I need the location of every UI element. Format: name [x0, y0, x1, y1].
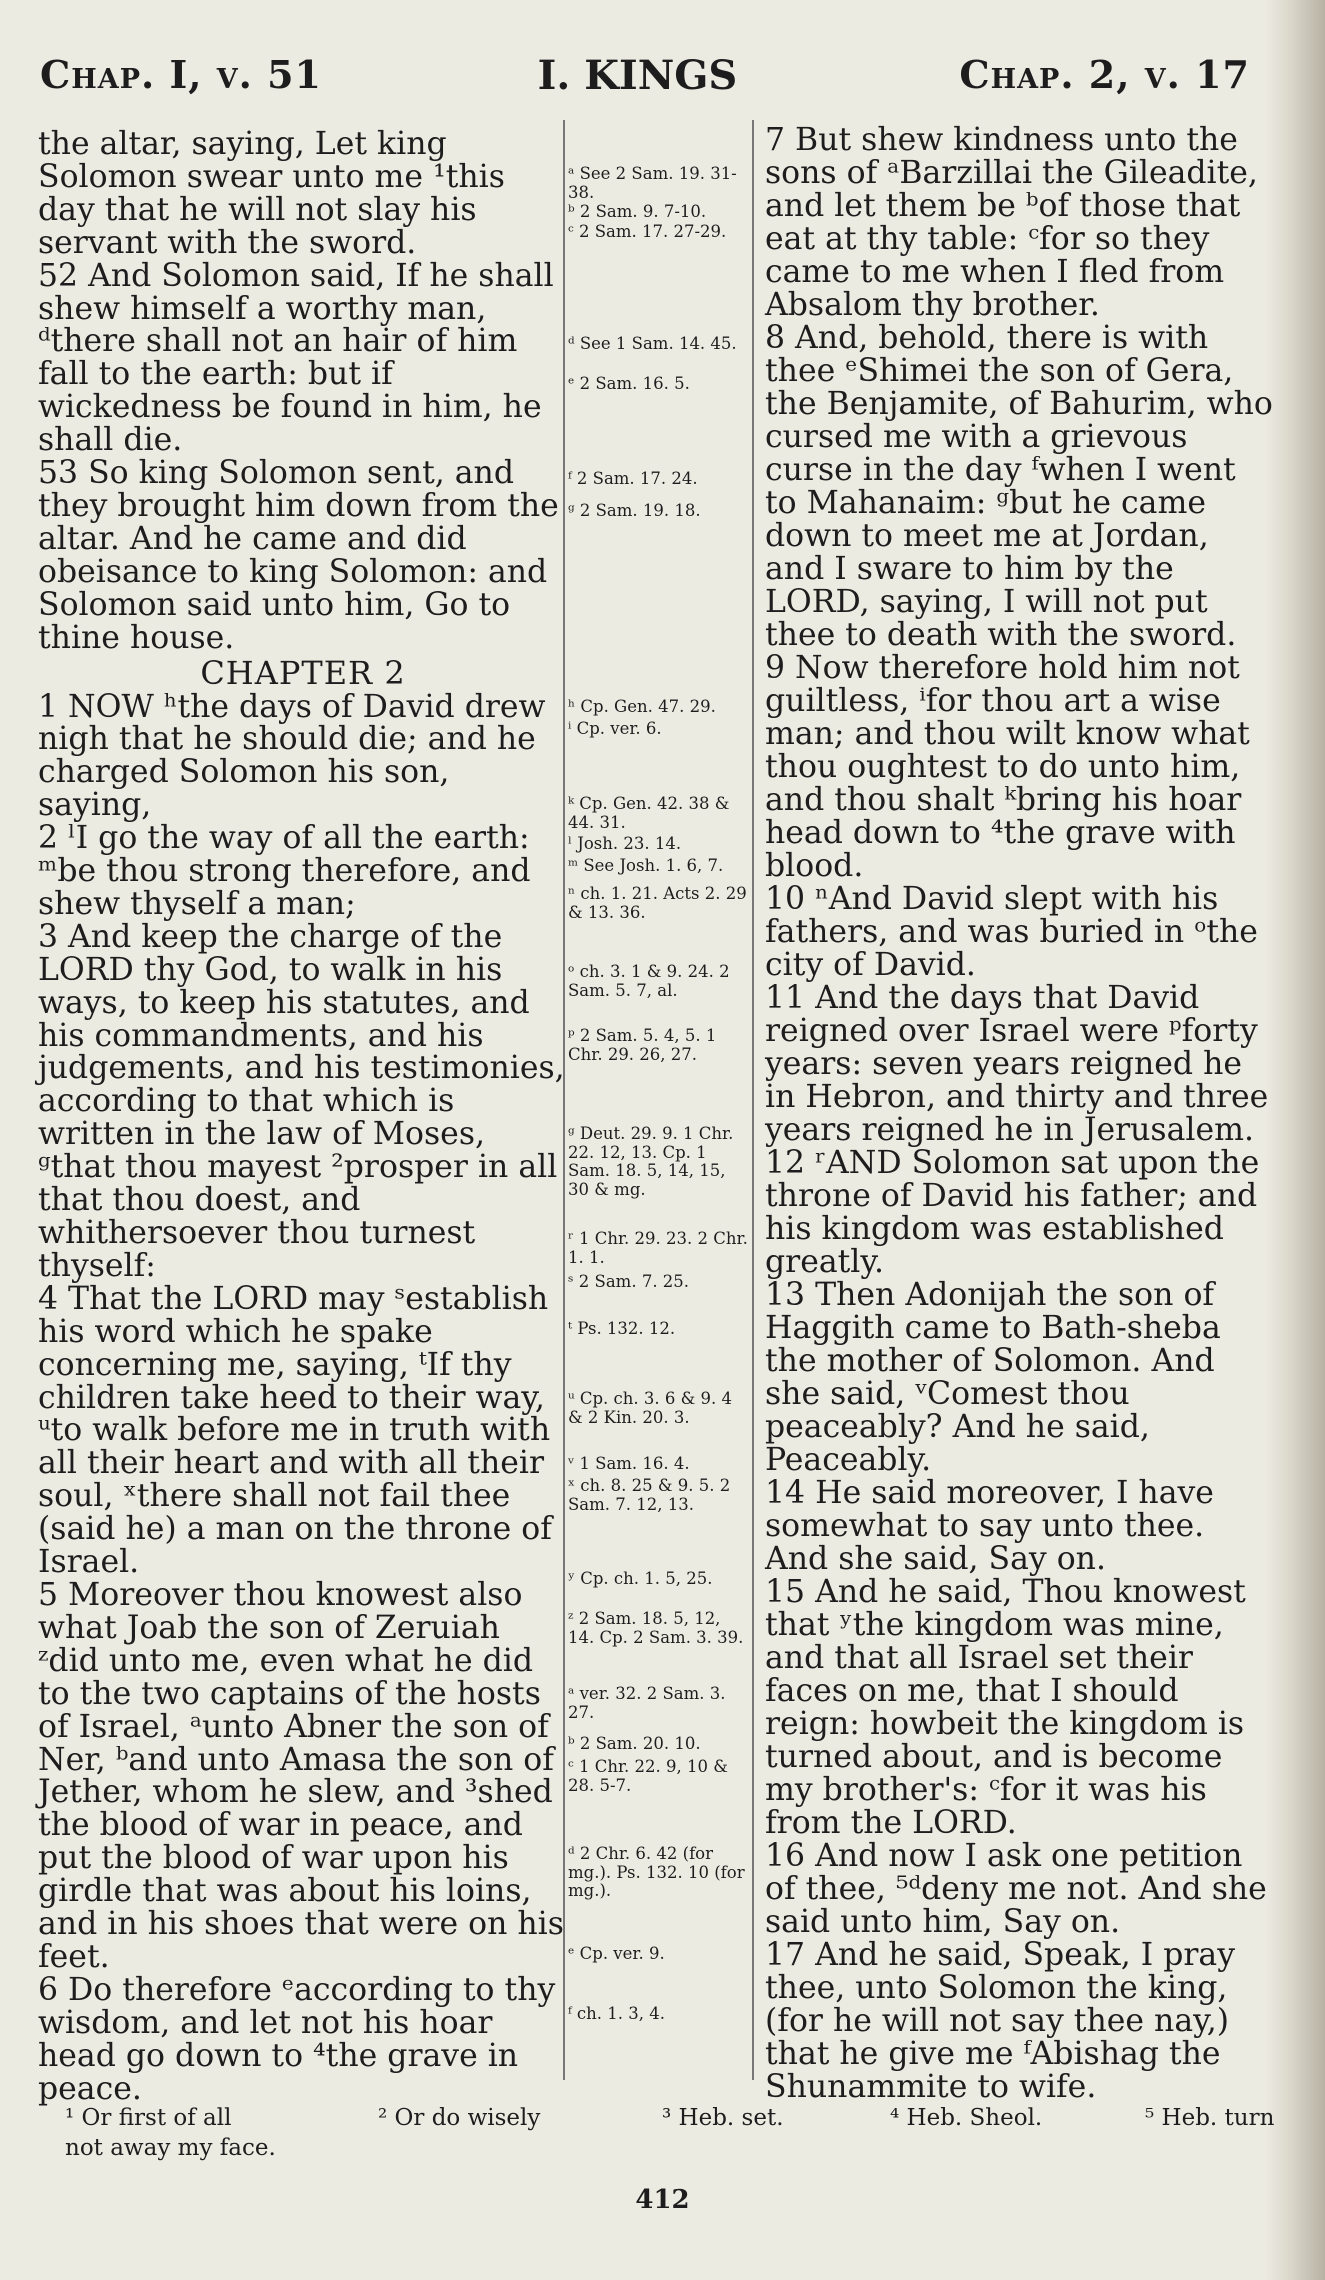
verse-2-12: 12 ʳAND Solomon sat upon the throne of David his father; and his kingdom was established greatly.	[765, 1145, 1260, 1280]
cross-reference: ᵉ 2 Sam. 16. 5.	[568, 374, 690, 393]
verse-2-3: 3 And keep the charge of the LORD thy God, to walk in his ways, to keep his statutes, and his commandments, and his judgements, and his testimonies, according to that which is written in the law of Moses, ᵍthat thou mayest ²prosper in all that thou doest, and whithersoever thou turnest thyself:	[38, 918, 565, 1284]
cross-reference: ʸ Cp. ch. 1. 5, 25.	[568, 1569, 713, 1588]
cross-reference: ᵒ ch. 3. 1 & 9. 24. 2 Sam. 5. 7, al.	[568, 962, 730, 1000]
verse-2-14: 14 He said moreover, I have somewhat to say unto thee. And she said, Say on.	[765, 1475, 1214, 1577]
cross-reference: ˣ ch. 8. 25 & 9. 5. 2 Sam. 7. 12, 13.	[568, 1476, 731, 1514]
footnote-1: ¹ Or first of all	[65, 2105, 232, 2131]
cross-reference: ᵐ See Josh. 1. 6, 7.	[568, 856, 724, 875]
cross-reference: ᵉ Cp. ver. 9.	[568, 1944, 665, 1963]
cross-reference: ᶠ ch. 1. 3, 4.	[568, 2004, 665, 2023]
footnote-3: ³ Heb. set.	[662, 2105, 784, 2131]
footnote-2: ² Or do wisely	[378, 2105, 541, 2131]
verse-2-15: 15 And he said, Thou knowest that ʸthe kingdom was mine, and that all Israel set their faces on me, that I should reign: howbeit the kingdom is turned about, and is become my brother's: ᶜfor it was his from the LORD.	[765, 1574, 1246, 1841]
cross-reference: ᵖ 2 Sam. 5. 4, 5. 1 Chr. 29. 26, 27.	[568, 1026, 717, 1064]
chapter-heading: CHAPTER 2	[200, 653, 406, 692]
cross-reference: ᶜ 2 Sam. 17. 27-29.	[568, 222, 727, 241]
verse-2-9: 9 Now therefore hold him not guiltless, ⁱfor thou art a wise man; and thou wilt know what thou oughtest to do unto him, and thou shalt ᵏbring his hoar head down to ⁴the grave with blood.	[765, 650, 1250, 884]
cross-reference: ᵗ Ps. 132. 12.	[568, 1319, 676, 1338]
footnotes	[0, 2105, 1290, 2165]
verse-2-8: 8 And, behold, there is with thee ᵉShimei the son of Gera, the Benjamite, of Bahurim, who cursed me with a grievous curse in the day ᶠwhen I went to Mahanaim: ᵍbut he came down to meet me at Jordan, and I sware to him by the LORD, saying, I will not put thee to death with the sword.	[765, 320, 1273, 653]
cross-reference: ˢ 2 Sam. 7. 25.	[568, 1272, 690, 1291]
header-book-title: I. KINGS	[537, 52, 738, 99]
footnote-4: ⁴ Heb. Sheol.	[890, 2105, 1043, 2131]
cross-reference: ᶠ 2 Sam. 17. 24.	[568, 469, 698, 488]
verse-2-4: 4 That the LORD may ˢestablish his word which he spake concerning me, saying, ᵗIf thy children take heed to their way, ᵘto walk before me in truth with all their heart and with all their soul, ˣthere shall not fail thee (said he) a man on the throne of Israel.	[38, 1280, 552, 1581]
verse-1-53: 53 So king Solomon sent, and they brought him down from the altar. And he came and did obeisance to king Solomon: and Solomon said unto him, Go to thine house.	[38, 455, 559, 656]
cross-reference: ᵇ 2 Sam. 20. 10.	[568, 1734, 701, 1753]
cross-reference: ᵈ See 1 Sam. 14. 45.	[568, 334, 737, 353]
verse-2-5: 5 Moreover thou knowest also what Joab the son of Zeruiah ᶻdid unto me, even what he did to the two captains of the hosts of Israel, ᵃunto Abner the son of Ner, ᵇand unto Amasa the son of Jether, whom he slew, and ³shed the blood of war in peace, and put the blood of war upon his girdle that was about his loins, and in his shoes that were on his feet.	[38, 1576, 564, 1975]
verse-2-10: 10 ⁿAnd David slept with his fathers, and was buried in ᵒthe city of David.	[765, 881, 1258, 983]
verse-2-16: 16 And now I ask one petition of thee, ⁵ᵈdeny me not. And she said unto him, Say on.	[765, 1838, 1267, 1940]
cross-reference: ᶻ 2 Sam. 18. 5, 12, 14. Cp. 2 Sam. 3. 39.	[568, 1609, 744, 1647]
verse-2-7: 7 But shew kindness unto the sons of ᵃBarzillai the Gileadite, and let them be ᵇof those that eat at thy table: ᶜfor so they came to me when I fled from Absalom thy brother.	[765, 122, 1258, 323]
verse-1-52: 52 And Solomon said, If he shall shew himself a worthy man, ᵈthere shall not an hair of him fall to the earth: but if wickedness be found in him, he shall die.	[38, 257, 554, 459]
cross-reference: ᵇ 2 Sam. 9. 7-10.	[568, 202, 707, 221]
cross-reference: ᵃ ver. 32. 2 Sam. 3. 27.	[568, 1684, 726, 1722]
footnote-5: ⁵ Heb. turn	[1145, 2105, 1275, 2131]
cross-reference: ᵃ See 2 Sam. 19. 31-38.	[568, 164, 737, 202]
cross-reference: ʰ Cp. Gen. 47. 29.	[568, 697, 716, 716]
header-chapter-end: Chap. 2, v. 17	[959, 52, 1250, 97]
cross-reference: ᵘ Cp. ch. 3. 6 & 9. 4 & 2 Kin. 20. 3.	[568, 1389, 733, 1427]
verse-2-17: 17 And he said, Speak, I pray thee, unto Solomon the king, (for he will not say thee nay,) that he give me ᶠAbishag the Shunammite to wife.	[765, 1937, 1235, 2105]
cross-reference: ᵏ Cp. Gen. 42. 38 & 44. 31.	[568, 794, 730, 832]
cross-reference: ᵈ 2 Chr. 6. 42 (for mg.). Ps. 132. 10 (for mg.).	[568, 1844, 745, 1901]
right-text-column	[765, 124, 1275, 2104]
verse-2-1: 1 NOW ʰthe days of David drew nigh that he should die; and he charged Solomon his son, saying,	[38, 688, 546, 824]
header-chapter-start: Chap. I, v. 51	[40, 52, 322, 97]
cross-reference: ˡ Josh. 23. 14.	[568, 834, 682, 853]
left-text-column	[38, 128, 568, 2105]
cross-reference: ᵛ 1 Sam. 16. 4.	[568, 1454, 690, 1473]
cross-reference: ᶜ 1 Chr. 22. 9, 10 & 28. 5-7.	[568, 1757, 728, 1795]
verse-2-6: 6 Do therefore ᵉaccording to thy wisdom, and let not his hoar head go down to ⁴the grave in peace.	[38, 1971, 556, 2107]
page-number: 412	[635, 2185, 690, 2215]
column-rule-right	[752, 120, 754, 2080]
cross-reference: ⁱ Cp. ver. 6.	[568, 719, 662, 738]
footnote-continuation: not away my face.	[65, 2135, 276, 2161]
verse-2-13: 13 Then Adonijah the son of Haggith came to Bath-sheba the mother of Solomon. And she said, ᵛComest thou peaceably? And he said, Peaceably.	[765, 1277, 1221, 1478]
verse-2-2: 2 ˡI go the way of all the earth: ᵐbe thou strong therefore, and shew thyself a man;	[38, 820, 531, 922]
cross-reference: ⁿ ch. 1. 21. Acts 2. 29 & 13. 36.	[568, 884, 747, 922]
cross-reference: ʳ 1 Chr. 29. 23. 2 Chr. 1. 1.	[568, 1229, 748, 1267]
cross-reference: ᵍ 2 Sam. 19. 18.	[568, 501, 701, 520]
cross-reference: ᵍ Deut. 29. 9. 1 Chr. 22. 12, 13. Cp. 1 Sam. 18. 5, 14, 15, 30 & mg.	[568, 1124, 734, 1199]
verse-2-11: 11 And the days that David reigned over Israel were ᵖforty years: seven years reigned he in Hebron, and thirty and three years reigned he in Jerusalem.	[765, 980, 1269, 1148]
verse-1-51-cont: the altar, saying, Let king Solomon swear unto me ¹this day that he will not slay his servant with the sword.	[38, 126, 505, 261]
running-header	[0, 52, 1260, 112]
